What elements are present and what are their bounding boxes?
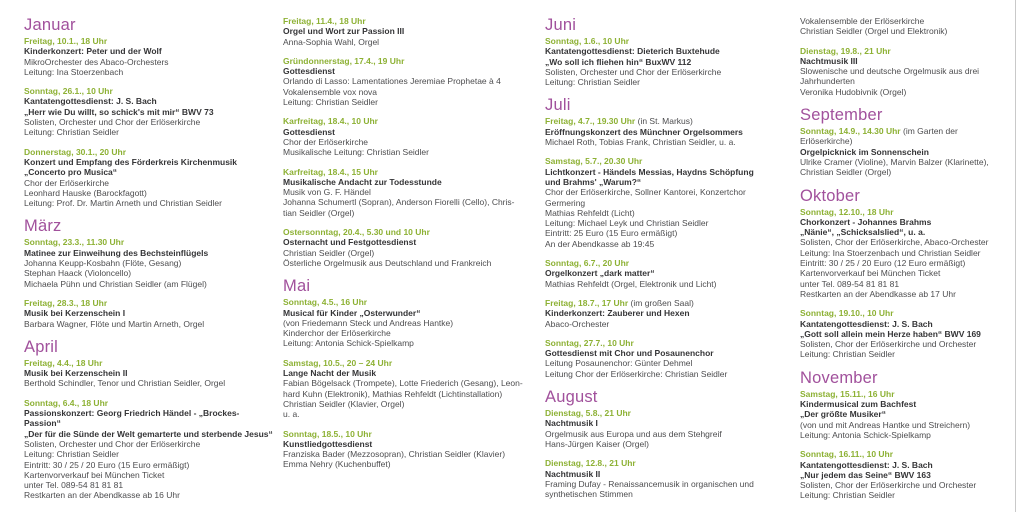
event-title: Lichtkonzert - Händels Messias, Haydns Schöpfung bbox=[545, 166, 754, 177]
event-detail: Solisten, Chor der Erlöserkirche und Orchester bbox=[800, 339, 977, 350]
event-date-text: Freitag, 10.1., 18 Uhr bbox=[24, 36, 108, 46]
event-detail: Kartenvorverkauf bei München Ticket bbox=[24, 469, 165, 480]
event-detail: hard Kuhn (Elektronik), Mathias Rehfeldt (Lichtinstallation) bbox=[283, 388, 503, 399]
event-location-note: (im großen Saal) bbox=[630, 297, 694, 308]
event-date bbox=[545, 298, 795, 308]
event-date bbox=[800, 46, 1012, 56]
event-detail: unter Tel. 089-54 81 81 81 bbox=[24, 480, 124, 491]
event-title: Kantatengottesdienst: J. S. Bach bbox=[800, 459, 933, 470]
event-detail: Orlando di Lasso: Lamentationes Jeremiae Prophetae à 4 bbox=[283, 76, 501, 87]
event-detail: Orgelmusik aus Europa und aus dem Stehgreif bbox=[545, 428, 722, 439]
event-title: „Wo soll ich fliehen hin“ BuxWV 112 bbox=[545, 56, 692, 67]
event-title: Nachtmusik III bbox=[800, 55, 858, 66]
event-date-text: Sonntag, 18.5., 10 Uhr bbox=[283, 428, 372, 439]
event bbox=[24, 298, 274, 329]
event bbox=[545, 116, 795, 147]
event-detail: Barbara Wagner, Flöte und Martin Arneth, Orgel bbox=[24, 318, 205, 329]
event-date bbox=[545, 338, 795, 348]
event-location-note: (in St. Markus) bbox=[637, 116, 693, 127]
event-detail: Leitung: Antonia Schick-Spielkamp bbox=[800, 429, 931, 440]
month-heading: März bbox=[24, 217, 62, 236]
event-title: „Der größte Musiker“ bbox=[800, 409, 886, 420]
event-date-text: Samstag, 15.11., 16 Uhr bbox=[800, 388, 895, 399]
event bbox=[800, 449, 1012, 500]
event bbox=[800, 126, 1012, 177]
event-detail: Christian Seidler (Orgel und Elektronik) bbox=[800, 26, 948, 37]
event-detail: Restkarten an der Abendkasse ab 17 Uhr bbox=[800, 288, 956, 299]
event bbox=[283, 167, 535, 218]
event bbox=[283, 429, 535, 470]
event-title: Nachtmusik II bbox=[545, 468, 601, 479]
event-detail: Kartenvorverkauf bei München Ticket bbox=[800, 268, 941, 279]
event bbox=[24, 86, 274, 137]
event bbox=[800, 207, 1012, 300]
event bbox=[24, 36, 274, 77]
event-detail: Veronika Hudobivnik (Orgel) bbox=[800, 86, 907, 97]
event-detail: Hans-Jürgen Kaiser (Orgel) bbox=[545, 438, 649, 449]
event-date bbox=[24, 147, 274, 157]
event-date-text: Dienstag, 5.8., 21 Uhr bbox=[545, 408, 631, 419]
event-detail: Leitung: Christian Seidler bbox=[24, 449, 119, 460]
event-detail: Framing Dufay - Renaissancemusik in organischen und bbox=[545, 478, 754, 489]
event-location-note: (im Garten der Erlöserkirche) bbox=[800, 126, 958, 147]
event-detail: Berthold Schindler, Tenor und Christian Seidler, Orgel bbox=[24, 378, 226, 389]
event-title: Gottesdienst bbox=[283, 126, 335, 137]
event-detail: Mathias Rehfeldt (Licht) bbox=[545, 207, 635, 218]
event-title: Musik bei Kerzenschein I bbox=[24, 308, 126, 319]
calendar-column-4 bbox=[800, 0, 1012, 510]
event-detail: Johanna Schumertl (Sopran), Anderson Fiorelli (Cello), Chris- bbox=[283, 197, 515, 208]
event-date bbox=[283, 358, 535, 368]
event bbox=[283, 358, 535, 420]
event-detail: Chor der Erlöserkirche, Sollner Kantorei, Konzertchor bbox=[545, 187, 746, 198]
event-detail: Jahrhunderten bbox=[800, 76, 855, 87]
event-detail: Vokalensemble der Erlöserkirche bbox=[800, 16, 925, 26]
event-date-text: Samstag, 5.7., 20.30 Uhr bbox=[545, 156, 643, 167]
event-title: Eröffnungskonzert des Münchner Orgelsommers bbox=[545, 126, 743, 137]
event-date-text: Freitag, 28.3., 18 Uhr bbox=[24, 297, 108, 308]
event-detail: Eintritt: 25 Euro (15 Euro ermäßigt) bbox=[545, 228, 678, 239]
event-detail: Michael Roth, Tobias Frank, Christian Seidler, u. a. bbox=[545, 137, 736, 148]
event-date bbox=[545, 116, 795, 126]
event-date-text: Sonntag, 4.5., 16 Uhr bbox=[283, 297, 368, 308]
event-date-text: Sonntag, 12.10., 18 Uhr bbox=[800, 206, 894, 217]
event-date bbox=[24, 398, 274, 408]
event-date-text: Freitag, 4.4., 18 Uhr bbox=[24, 357, 103, 368]
event-date-text: Dienstag, 12.8., 21 Uhr bbox=[545, 458, 636, 469]
event-detail: Germering bbox=[545, 197, 586, 208]
event-title: Orgelpicknick im Sonnenschein bbox=[800, 146, 929, 157]
event bbox=[24, 147, 274, 209]
event-title: Matinee zur Einweihung des Bechsteinflügels bbox=[24, 247, 209, 258]
event-title: „Herr wie Du willt, so schick's mit mir“ BWV 73 bbox=[24, 106, 214, 117]
event-detail: Vokalensemble vox nova bbox=[283, 86, 378, 97]
event-title: und Brahms' „Warum?“ bbox=[545, 176, 642, 187]
event-title: Musikalische Andacht zur Todesstunde bbox=[283, 176, 442, 187]
event-date bbox=[545, 156, 795, 166]
event-detail: Leitung Posaunenchor: Günter Dehmel bbox=[545, 358, 693, 369]
event-detail: unter Tel. 089-54 81 81 81 bbox=[800, 278, 900, 289]
event-date-text: Sonntag, 6.7., 20 Uhr bbox=[545, 258, 630, 269]
event-title: „Gott soll allein mein Herze haben“ BWV 169 bbox=[800, 328, 981, 339]
month-heading: Oktober bbox=[800, 186, 861, 205]
event-date bbox=[24, 86, 274, 96]
calendar-column-3 bbox=[545, 0, 795, 508]
event-detail: Eintritt: 30 / 25 / 20 Euro (15 Euro ermäßigt) bbox=[24, 459, 190, 470]
event-date-text: Freitag, 4.7., 19.30 Uhr bbox=[545, 116, 636, 127]
event-date bbox=[545, 36, 795, 46]
event-date bbox=[283, 16, 535, 26]
event-date bbox=[24, 298, 274, 308]
event-detail: An der Abendkasse ab 19:45 bbox=[545, 238, 655, 249]
month-heading: Januar bbox=[24, 16, 76, 34]
month-heading: April bbox=[24, 337, 59, 356]
event-date bbox=[800, 389, 1012, 399]
event-detail: Mathias Rehfeldt (Orgel, Elektronik und Licht) bbox=[545, 278, 717, 289]
event-date bbox=[24, 237, 274, 247]
event bbox=[545, 298, 795, 329]
event-detail: Franziska Bader (Mezzosopran), Christian Seidler (Klavier) bbox=[283, 449, 506, 460]
event-date bbox=[545, 408, 795, 418]
event-title: Kantatengottesdienst: J. S. Bach bbox=[800, 318, 933, 329]
event-detail: Leitung: Michael Leyk und Christian Seidler bbox=[545, 218, 709, 229]
event-detail: u. a. bbox=[283, 409, 300, 420]
event-detail: Leitung: Christian Seidler bbox=[545, 77, 640, 88]
event-detail: Eintritt: 30 / 25 / 20 Euro (12 Euro ermäßigt) bbox=[800, 258, 966, 269]
event bbox=[283, 116, 535, 157]
event-detail: Chor der Erlöserkirche bbox=[24, 177, 110, 188]
event-detail: Solisten, Chor der Erlöserkirche, Abaco-Orchester bbox=[800, 237, 989, 248]
event-date bbox=[24, 36, 274, 46]
event bbox=[283, 56, 535, 107]
event-title: Nachtmusik I bbox=[545, 418, 598, 429]
event-detail: Christian Seidler (Orgel) bbox=[283, 247, 375, 258]
event-date bbox=[545, 458, 795, 468]
event-detail: Johanna Keupp-Kosbahn (Flöte, Gesang) bbox=[24, 258, 182, 269]
event-date-text: Freitag, 18.7., 17 Uhr bbox=[545, 297, 629, 308]
event-title: Musical für Kinder „Osterwunder“ bbox=[283, 307, 421, 318]
month-heading: November bbox=[800, 368, 878, 387]
event-date bbox=[283, 429, 535, 439]
event-date-text: Donnerstag, 30.1., 20 Uhr bbox=[24, 146, 127, 157]
event-detail: Christian Seidler (Orgel) bbox=[800, 167, 892, 178]
event-detail: (von und mit Andreas Hantke und Streichern) bbox=[800, 419, 971, 430]
month-heading: August bbox=[545, 388, 598, 407]
event-date bbox=[545, 258, 795, 268]
event-detail: Leitung: Ina Stoerzenbach bbox=[24, 66, 124, 77]
event bbox=[800, 46, 1012, 97]
event-date-text: Samstag, 10.5., 20 – 24 Uhr bbox=[283, 357, 393, 368]
event-detail: Leitung Chor der Erlöserkirche: Christian Seidler bbox=[545, 368, 728, 379]
event-title: „Concerto pro Musica“ bbox=[24, 167, 118, 178]
event-detail: Anna-Sophia Wahl, Orgel bbox=[283, 36, 380, 47]
event-date bbox=[24, 358, 274, 368]
event bbox=[800, 16, 1012, 37]
event-title: Kinderkonzert: Zauberer und Hexen bbox=[545, 308, 690, 319]
event-detail: Leitung: Antonia Schick-Spielkamp bbox=[283, 338, 414, 349]
event-detail: Christian Seidler (Klavier, Orgel) bbox=[283, 398, 405, 409]
event-title: Kinderkonzert: Peter und der Wolf bbox=[24, 46, 162, 57]
month-heading: September bbox=[800, 106, 883, 125]
event-date-text: Sonntag, 26.1., 10 Uhr bbox=[24, 86, 113, 97]
event-detail: synthetischen Stimmen bbox=[545, 489, 633, 500]
event-detail: Abaco-Orchester bbox=[545, 318, 610, 329]
calendar-column-1 bbox=[24, 0, 274, 510]
event-detail: Österliche Orgelmusik aus Deutschland und Frankreich bbox=[283, 257, 492, 268]
event-detail: Ulrike Cramer (Violine), Marvin Balzer (Klarinette), bbox=[800, 156, 989, 167]
event bbox=[800, 308, 1012, 359]
event bbox=[283, 227, 535, 268]
event bbox=[545, 338, 795, 379]
event-date-text: Sonntag, 14.9., 14.30 Uhr bbox=[800, 126, 901, 137]
event-detail: Solisten, Orchester und Chor der Erlöserkirche bbox=[24, 438, 201, 449]
event-title: Orgelkonzert „dark matter“ bbox=[545, 268, 655, 279]
month-heading: Mai bbox=[283, 277, 311, 296]
event-detail: Leitung: Prof. Dr. Martin Arneth und Christian Seidler bbox=[24, 198, 222, 209]
event-date bbox=[800, 308, 1012, 318]
event-detail: tian Seidler (Orgel) bbox=[283, 207, 355, 218]
event bbox=[545, 458, 795, 499]
event-detail: Solisten, Orchester und Chor der Erlöserkirche bbox=[545, 66, 722, 77]
event-title: Gottesdienst bbox=[283, 66, 335, 77]
event-detail: Leitung: Christian Seidler bbox=[800, 490, 895, 501]
event-detail: Restkarten an der Abendkasse ab 16 Uhr bbox=[24, 490, 180, 501]
event-detail: Leitung: Ina Stoerzenbach und Christian Seidler bbox=[800, 247, 981, 258]
event-date-text: Karfreitag, 18.4., 10 Uhr bbox=[283, 116, 378, 127]
event-date bbox=[283, 167, 535, 177]
event-detail: Fabian Bögelsack (Trompete), Lotte Friederich (Gesang), Leon- bbox=[283, 378, 523, 389]
event-date-text: Freitag, 11.4., 18 Uhr bbox=[283, 16, 366, 26]
event-date-text: Gründonnerstag, 17.4., 19 Uhr bbox=[283, 55, 405, 66]
event-date-text: Sonntag, 19.10., 10 Uhr bbox=[800, 308, 894, 319]
event-title: Chorkonzert - Johannes Brahms bbox=[800, 216, 932, 227]
event-title: „Der für die Sünde der Welt gemarterte und sterbende Jesus“ bbox=[24, 428, 273, 439]
event-title: Gottesdienst mit Chor und Posaunenchor bbox=[545, 348, 714, 359]
event-detail: Solisten, Chor der Erlöserkirche und Orchester bbox=[800, 480, 977, 491]
event bbox=[800, 389, 1012, 440]
event-detail: Musikalische Leitung: Christian Seidler bbox=[283, 147, 429, 158]
event-detail: Solisten, Orchester und Chor der Erlöserkirche bbox=[24, 117, 201, 128]
event-date bbox=[283, 56, 535, 66]
event-detail: MikroOrchester des Abaco-Orchesters bbox=[24, 56, 169, 67]
event-date bbox=[283, 297, 535, 307]
event bbox=[545, 258, 795, 289]
event-title: Kunstliedgottesdienst bbox=[283, 438, 373, 449]
event bbox=[283, 297, 535, 348]
event-detail: Slowenische und deutsche Orgelmusik aus drei bbox=[800, 66, 980, 77]
event-date bbox=[283, 227, 535, 237]
event-date bbox=[283, 116, 535, 126]
event-title: Musik bei Kerzenschein II bbox=[24, 368, 128, 379]
event-detail: Musik von G. F. Händel bbox=[283, 187, 371, 198]
event-detail: (von Friedemann Steck und Andreas Hantke) bbox=[283, 317, 454, 328]
event-date-text: Sonntag, 1.6., 10 Uhr bbox=[545, 36, 630, 46]
event-title: „Nur jedem das Seine“ BWV 163 bbox=[800, 469, 931, 480]
event-date-text: Karfreitag, 18.4., 15 Uhr bbox=[283, 166, 378, 177]
event-detail: Leitung: Christian Seidler bbox=[24, 127, 119, 138]
event-title: Osternacht und Festgottesdienst bbox=[283, 237, 417, 248]
event-title: „Nänie“, „Schicksalslied“, u. a. bbox=[800, 227, 926, 238]
event-detail: Leonhard Hauske (Barockfagott) bbox=[24, 187, 147, 198]
event-date-text: Ostersonntag, 20.4., 5.30 und 10 Uhr bbox=[283, 227, 430, 238]
event-date-text: Dienstag, 19.8., 21 Uhr bbox=[800, 45, 891, 56]
event-detail: Leitung: Christian Seidler bbox=[283, 97, 378, 108]
event-detail: Emma Nehry (Kuchenbuffet) bbox=[283, 459, 391, 470]
event-title: Passionskonzert: Georg Friedrich Händel - „Brockes-Passion“ bbox=[24, 408, 240, 429]
event-date bbox=[800, 449, 1012, 459]
event-date bbox=[800, 207, 1012, 217]
event bbox=[545, 156, 795, 249]
event-title: Orgel und Wort zur Passion III bbox=[283, 26, 405, 37]
month-heading: Juli bbox=[545, 96, 571, 115]
event-date-text: Sonntag, 27.7., 10 Uhr bbox=[545, 337, 634, 348]
event-title: Kantatengottesdienst: J. S. Bach bbox=[24, 96, 157, 107]
event-date-text: Sonntag, 23.3., 11.30 Uhr bbox=[24, 237, 125, 248]
month-heading: Juni bbox=[545, 16, 577, 34]
event bbox=[24, 398, 274, 501]
event-title: Konzert und Empfang des Förderkreis Kirchenmusik bbox=[24, 156, 238, 167]
event-title: Kantatengottesdienst: Dieterich Buxtehude bbox=[545, 46, 720, 57]
event-detail: Leitung: Christian Seidler bbox=[800, 349, 895, 360]
page-edge-line bbox=[1015, 0, 1016, 512]
event-date-text: Sonntag, 16.11., 10 Uhr bbox=[800, 449, 894, 460]
event-detail: Michaela Pühn und Christian Seidler (am Flügel) bbox=[24, 278, 207, 289]
event-title: Lange Nacht der Musik bbox=[283, 368, 377, 379]
event-date-text: Sonntag, 6.4., 18 Uhr bbox=[24, 397, 109, 408]
calendar-column-2 bbox=[283, 0, 535, 479]
event bbox=[283, 16, 535, 47]
event bbox=[24, 358, 274, 389]
event-date bbox=[800, 126, 1012, 147]
event-detail: Chor der Erlöserkirche bbox=[283, 136, 369, 147]
event bbox=[24, 237, 274, 288]
event-detail: Kinderchor der Erlöserkirche bbox=[283, 328, 391, 339]
event bbox=[545, 408, 795, 449]
event-detail: Stephan Haack (Violoncello) bbox=[24, 268, 132, 279]
event-title: Kindermusical zum Bachfest bbox=[800, 399, 917, 410]
event bbox=[545, 36, 795, 87]
